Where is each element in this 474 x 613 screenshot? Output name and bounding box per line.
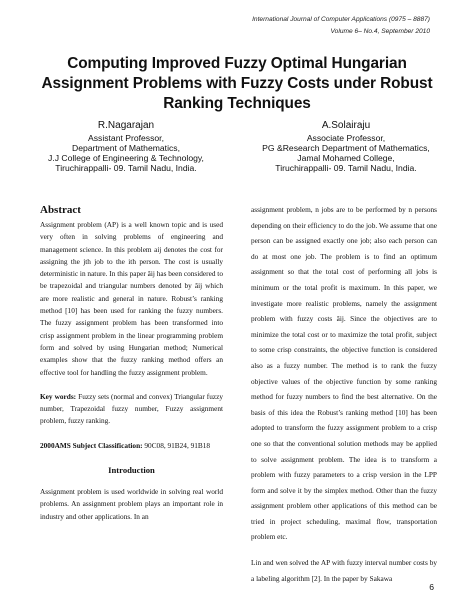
author-location: Tiruchirappalli- 09. Tamil Nadu, India.	[275, 163, 417, 173]
introduction-heading: Introduction	[108, 465, 155, 476]
volume-line: Volume 6– No.4, September 2010	[330, 28, 430, 35]
author-location: Tiruchirappalli- 09. Tamil Nadu, India.	[55, 163, 197, 173]
introduction-continued-text: assignment problem, n jobs are to be performed by n persons depending on their efficiency to do the job. We assume that one person can be assigned exactly one job; also each person can do at most one job. The problem is to find an optimum assignment so that the total cost of performing all jobs is minimum or the total profit is maximum. In this paper, we investigate more realistic problems, namely the assignment problem with fuzzy costs âij. Since the objectives are to minimize the total cost or to maximize the total profit, subject to some crisp constraints, the objective function is considered also as a fuzzy number. The method is to rank the fuzzy objective values of the objective function by some ranking method for fuzzy numbers to find the best alternative. On the basis of this idea the Robust’s ranking method [10] has been adopted to transform the fuzzy assignment problem to a crisp one so that the conventional solution methods may be applied to solve assignment problem. The idea is to transform a problem with fuzzy parameters to a crisp version in the LPP form and solve it by the simplex method. Other than the fuzzy assignment problem other applications of this method can be tried in project scheduling, maximal flow, transportation problem etc.	[251, 205, 437, 542]
abstract-text: Assignment problem (AP) is a well known topic and is used very often in solving problems of engineering and management science. In this problem aij denotes the cost for assigning the jth job to the ith person. The cost is usually deterministic in nature. In this paper âij has been considered to be trapezoidal and triangular numbers denoted by âij which are more realistic and general in nature. Robust’s ranking method [10] has been used for ranking the fuzzy numbers. The fuzzy assignment problem has been transformed into crisp assignment problem in the linear programming problem form and solved by using Hungarian method; Numerical examples show that the fuzzy ranking method offers an effective tool for handling the fuzzy assignment problem.	[40, 220, 223, 377]
introduction-related-work-text: Lin and wen solved the AP with fuzzy interval number costs by a labeling algorithm [2]. In the paper by Sakawa	[251, 558, 437, 583]
page-number: 6	[429, 582, 434, 592]
keywords-paragraph	[40, 391, 223, 428]
author-block-2	[236, 119, 456, 173]
msc-paragraph	[40, 440, 223, 452]
left-column	[40, 204, 223, 523]
author-department: Department of Mathematics,	[72, 143, 180, 153]
author-name: R.Nagarajan	[97, 120, 155, 131]
journal-line: International Journal of Computer Applications (0975 – 8887)	[252, 16, 430, 23]
right-column	[251, 202, 437, 586]
journal-header	[252, 14, 430, 38]
author-department: PG &Research Department of Mathematics,	[262, 143, 430, 153]
author-name: A.Solairaju	[321, 120, 371, 131]
author-institution: Jamal Mohamed College,	[297, 153, 395, 163]
author-position: Assistant Professor,	[88, 133, 164, 143]
msc-label: 2000AMS Subject Classification:	[40, 440, 143, 450]
author-block-1	[26, 119, 226, 173]
keywords-text: Fuzzy sets (normal and convex) Triangular fuzzy number, Trapezoidal fuzzy number, Fuzzy assignment problem, fuzzy ranking.	[40, 391, 224, 426]
introduction-text: Assignment problem is used worldwide in solving real world problems. An assignment problem plays an important role in industry and other applications. In an	[40, 487, 223, 521]
paper-title: Computing Improved Fuzzy Optimal Hungarian Assignment Problems with Fuzzy Costs under Robust Ranking Techniques	[41, 55, 433, 112]
author-position: Associate Professor,	[306, 133, 386, 143]
author-institution: J.J College of Engineering & Technology,	[48, 153, 204, 163]
keywords-label: Key words:	[40, 391, 77, 401]
abstract-heading: Abstract	[40, 204, 81, 216]
msc-text: 90C08, 91B24, 91B18	[144, 440, 211, 450]
